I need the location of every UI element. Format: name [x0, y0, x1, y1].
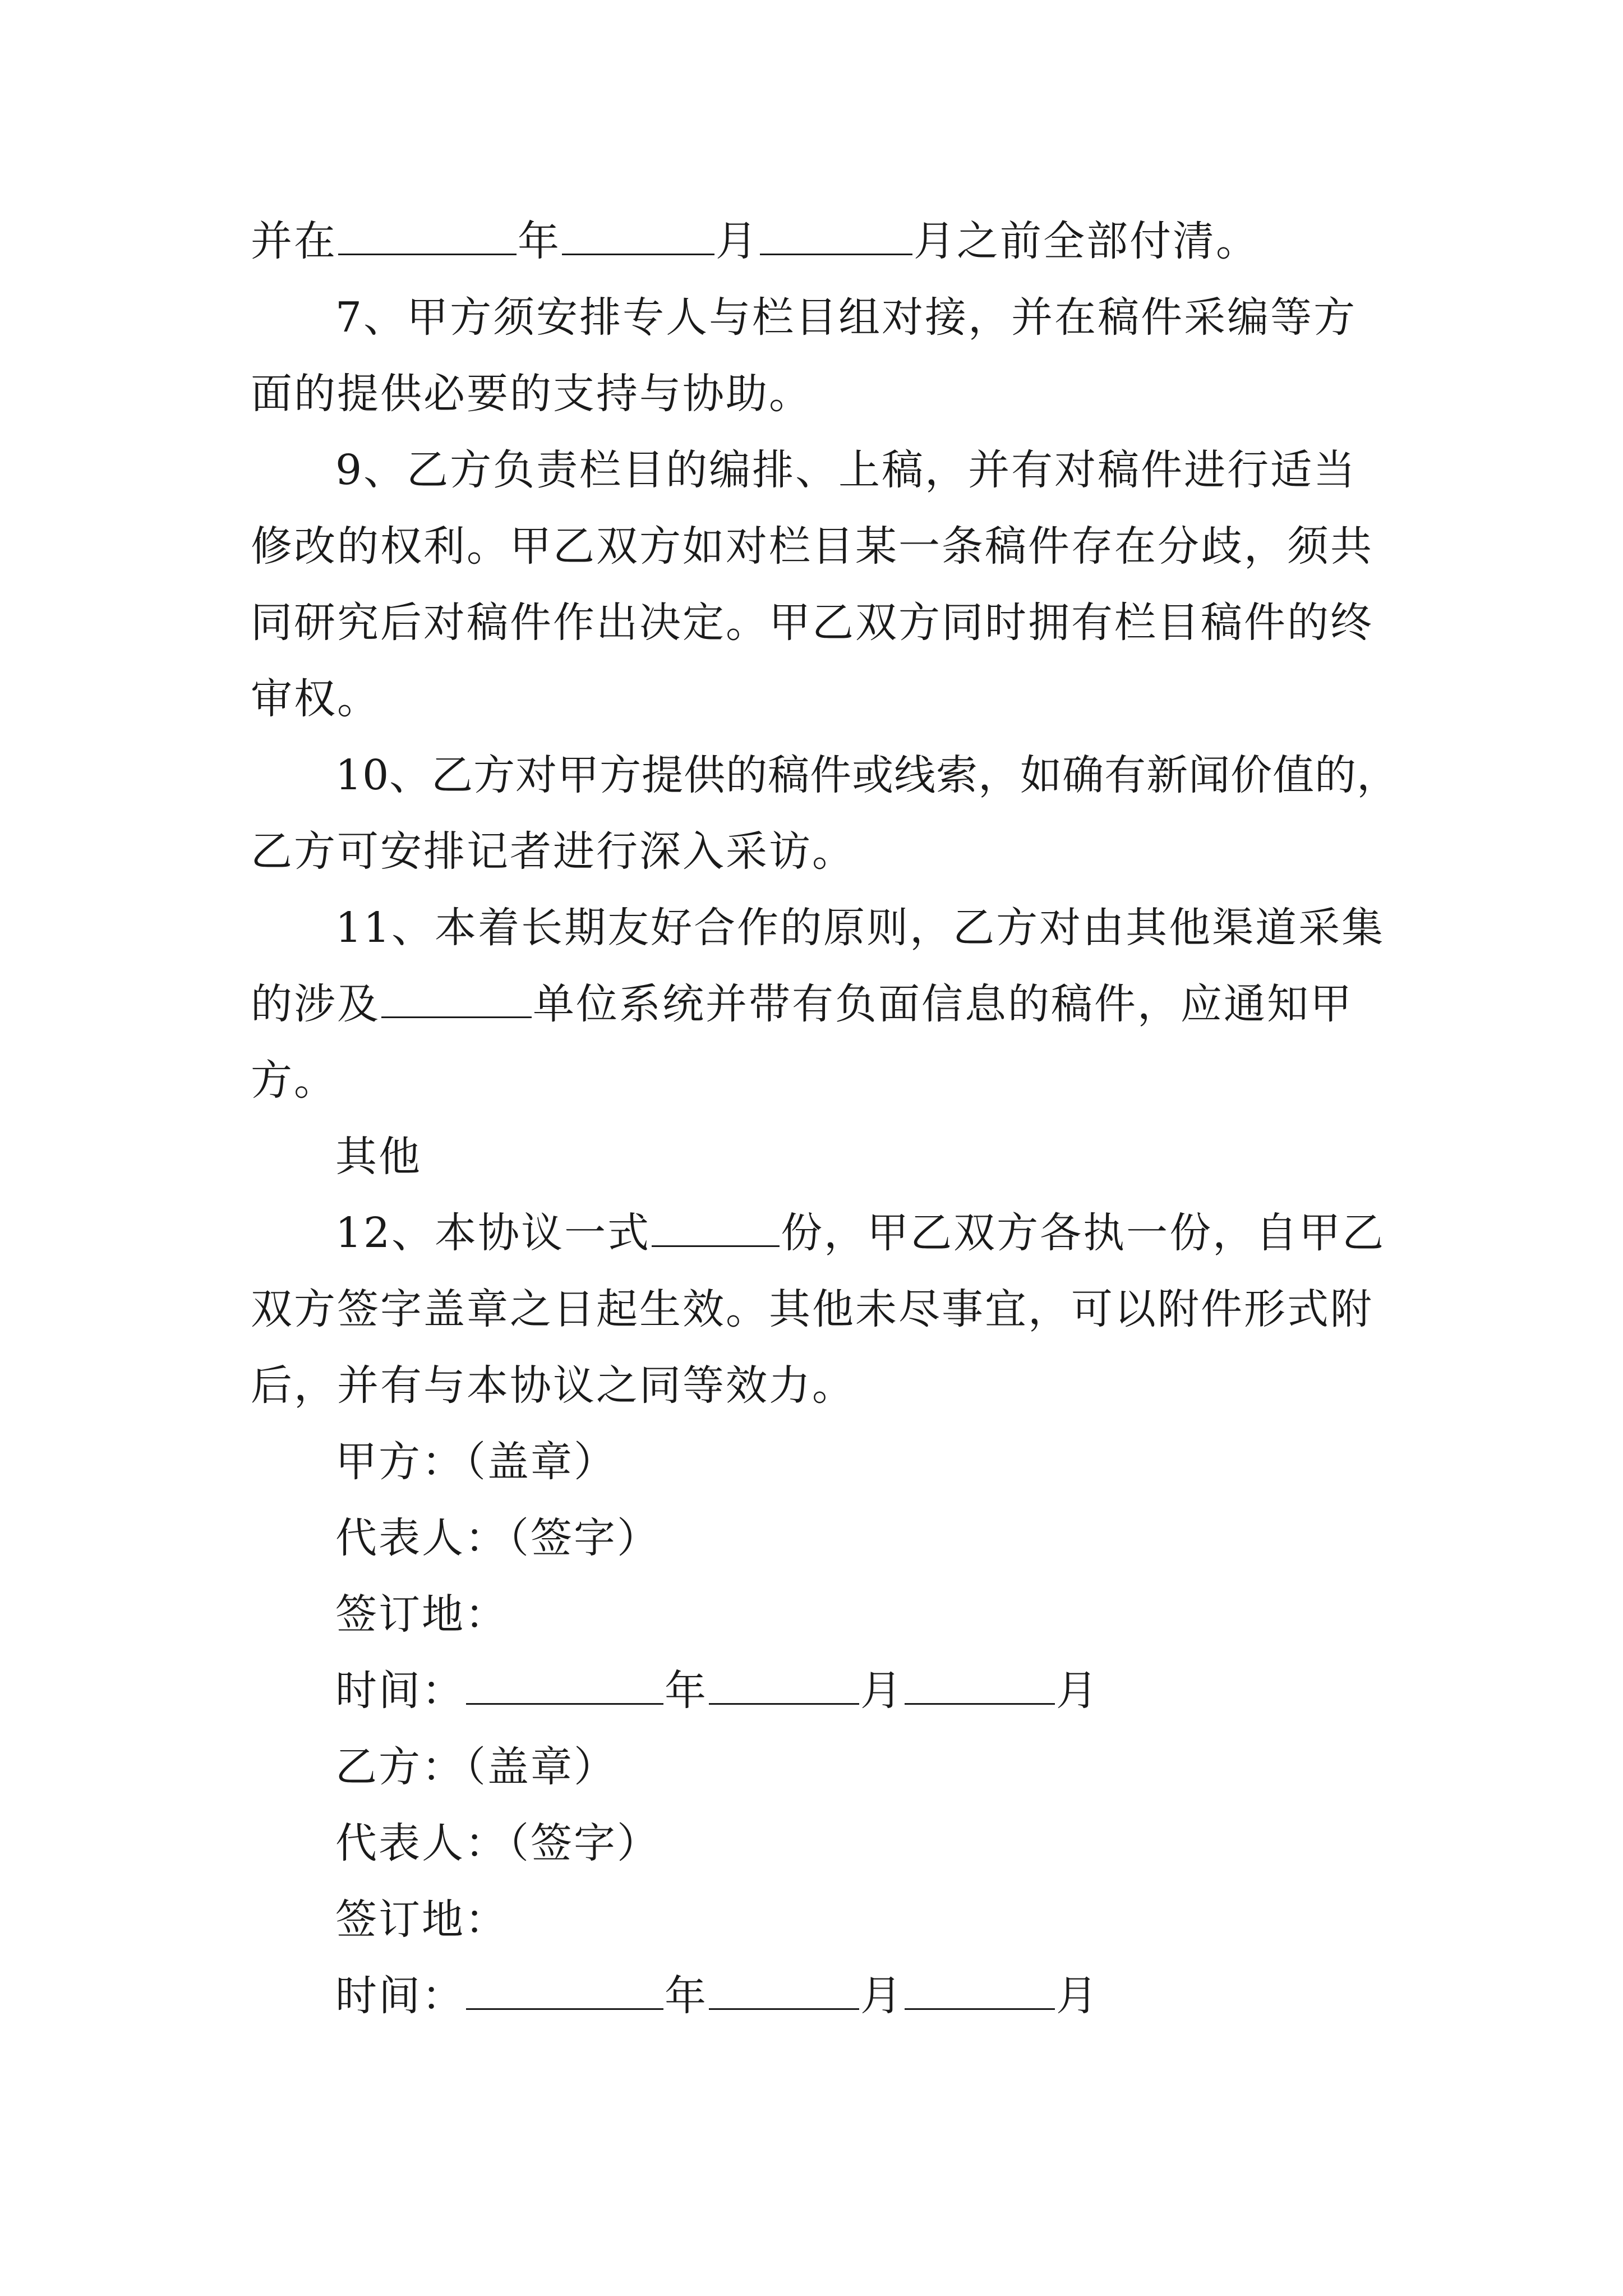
- blank-field-year: [466, 1975, 663, 2010]
- paragraph-line: 7、甲方须安排专人与栏目组对接，并在稿件采编等方: [335, 293, 1357, 342]
- blank-field-month: [709, 1975, 859, 2010]
- line-text: 月: [716, 217, 759, 265]
- blank-field-unit: [381, 983, 532, 1018]
- blank-field-year: [466, 1669, 663, 1705]
- line-text: 份，甲乙双方各执一份，自甲乙: [781, 1209, 1386, 1257]
- blank-field-month: [905, 1669, 1055, 1705]
- line-text: 的涉及: [251, 980, 380, 1028]
- paragraph-line: 9、乙方负责栏目的编排、上稿，并有对稿件进行适当: [335, 446, 1357, 494]
- party-a-seal-label: 甲方：（盖章）: [335, 1438, 617, 1486]
- paragraph-line: 后，并有与本协议之同等效力。: [251, 1361, 855, 1410]
- party-b-place-label: 签订地：: [335, 1895, 508, 1944]
- section-heading: 其他: [335, 1133, 422, 1181]
- blank-field-month: [760, 220, 912, 255]
- blank-field-year: [338, 220, 517, 255]
- paragraph-line: [251, 966, 1392, 1042]
- paragraph-line: 面的提供必要的支持与协助。: [251, 370, 812, 418]
- paragraph-line: 双方签字盖章之日起生效。其他未尽事宜，可以附件形式附: [251, 1285, 1373, 1333]
- line-text: 12、本协议一式: [335, 1209, 651, 1257]
- paragraph-line: 方。: [251, 1056, 337, 1105]
- year-unit: 年: [665, 1667, 708, 1715]
- paragraph-line: 乙方可安排记者进行深入采访。: [251, 827, 855, 876]
- paragraph-line: [251, 203, 1392, 279]
- month-unit: 月: [1056, 1972, 1099, 2020]
- line-text: 并在: [251, 217, 337, 265]
- blank-field-copies: [652, 1212, 780, 1247]
- party-b-time-line: [335, 1958, 1477, 2034]
- time-label: 时间：: [335, 1667, 465, 1715]
- line-text: 月之前全部付清。: [914, 217, 1259, 265]
- paragraph-line: 10、乙方对甲方提供的稿件或线索，如确有新闻价值的，: [335, 751, 1399, 799]
- paragraph-line: 修改的权利。甲乙双方如对栏目某一条稿件存在分歧，须共: [251, 522, 1373, 570]
- line-text: 年: [518, 217, 561, 265]
- party-a-representative-label: 代表人：（签字）: [335, 1514, 660, 1562]
- paragraph-line: 审权。: [251, 675, 380, 723]
- time-label: 时间：: [335, 1972, 465, 2020]
- blank-field-month: [905, 1975, 1055, 2010]
- paragraph-line: [335, 1195, 1477, 1271]
- party-b-seal-label: 乙方：（盖章）: [335, 1743, 617, 1791]
- month-unit: 月: [1056, 1667, 1099, 1715]
- party-b-representative-label: 代表人：（签字）: [335, 1819, 660, 1867]
- blank-field-month: [562, 220, 714, 255]
- party-a-time-line: [335, 1653, 1477, 1729]
- year-unit: 年: [665, 1972, 708, 2020]
- month-unit: 月: [860, 1972, 903, 2020]
- month-unit: 月: [860, 1667, 903, 1715]
- blank-field-month: [709, 1669, 859, 1705]
- line-text: 单位系统并带有负面信息的稿件，应通知甲: [533, 980, 1353, 1028]
- paragraph-line: 11、本着长期友好合作的原则，乙方对由其他渠道采集: [335, 904, 1385, 952]
- paragraph-line: 同研究后对稿件作出决定。甲乙双方同时拥有栏目稿件的终: [251, 599, 1373, 647]
- party-a-place-label: 签订地：: [335, 1590, 508, 1639]
